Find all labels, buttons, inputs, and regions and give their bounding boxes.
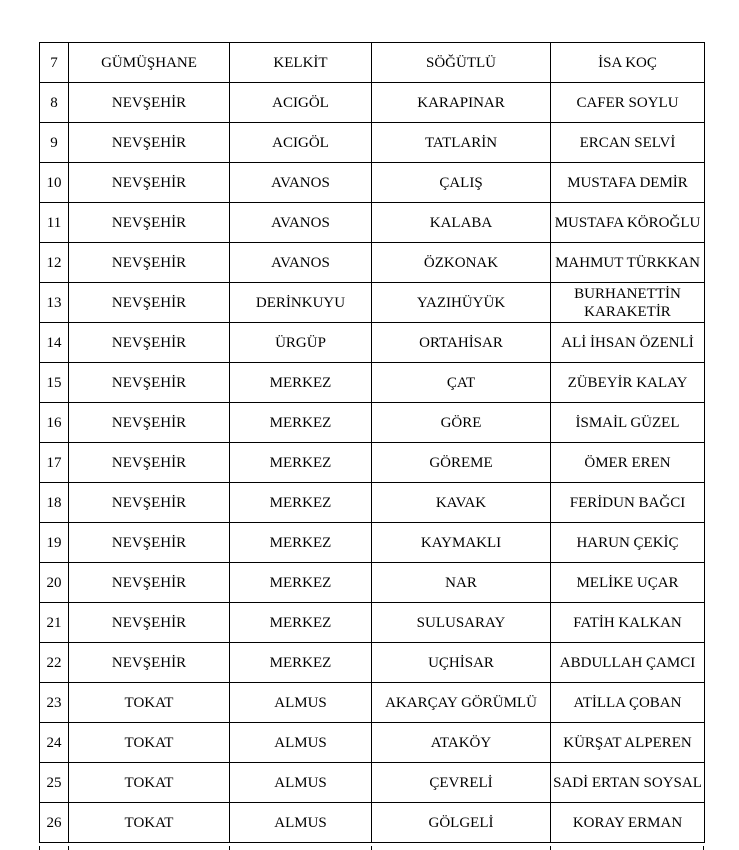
table-row	[40, 83, 705, 123]
row-number: 12	[40, 243, 69, 283]
province-cell: NEVŞEHİR	[69, 283, 230, 323]
name-cell: KÜRŞAT ALPEREN	[551, 723, 705, 763]
row-number: 13	[40, 283, 69, 323]
name-cell: ABDULLAH ÇAMCI	[551, 643, 705, 683]
district-cell: ACIGÖL	[230, 83, 372, 123]
province-cell: NEVŞEHİR	[69, 323, 230, 363]
row-number: 11	[40, 203, 69, 243]
row-number: 9	[40, 123, 69, 163]
province-cell: NEVŞEHİR	[69, 643, 230, 683]
village-cell: ÇALIŞ	[372, 163, 551, 203]
province-cell: NEVŞEHİR	[69, 243, 230, 283]
table-row	[40, 43, 705, 83]
table-row	[40, 723, 705, 763]
table-row	[40, 363, 705, 403]
province-cell: TOKAT	[69, 763, 230, 803]
row-number: 25	[40, 763, 69, 803]
table-row	[40, 243, 705, 283]
table-row	[40, 203, 705, 243]
name-cell: MAHMUT TÜRKKAN	[551, 243, 705, 283]
name-cell: MUSTAFA KÖROĞLU	[551, 203, 705, 243]
name-cell: CAFER SOYLU	[551, 83, 705, 123]
district-cell: AVANOS	[230, 203, 372, 243]
table-row	[40, 163, 705, 203]
row-number: 26	[40, 803, 69, 843]
table-row	[40, 603, 705, 643]
row-number: 10	[40, 163, 69, 203]
district-cell: ALMUS	[230, 723, 372, 763]
district-cell: MERKEZ	[230, 523, 372, 563]
village-cell: KAVAK	[372, 483, 551, 523]
village-cell: TATLARİN	[372, 123, 551, 163]
officials-table	[39, 42, 705, 843]
table-row	[40, 643, 705, 683]
name-cell: SADİ ERTAN SOYSAL	[551, 763, 705, 803]
district-cell: MERKEZ	[230, 443, 372, 483]
district-cell: MERKEZ	[230, 563, 372, 603]
row-number: 24	[40, 723, 69, 763]
name-cell: ERCAN SELVİ	[551, 123, 705, 163]
province-cell: NEVŞEHİR	[69, 163, 230, 203]
province-cell: NEVŞEHİR	[69, 363, 230, 403]
name-cell: İSMAİL GÜZEL	[551, 403, 705, 443]
province-cell: TOKAT	[69, 803, 230, 843]
district-cell: AVANOS	[230, 163, 372, 203]
district-cell: ACIGÖL	[230, 123, 372, 163]
row-number: 16	[40, 403, 69, 443]
name-cell: MELİKE UÇAR	[551, 563, 705, 603]
village-cell: ÇEVRELİ	[372, 763, 551, 803]
row-number: 17	[40, 443, 69, 483]
province-cell: NEVŞEHİR	[69, 603, 230, 643]
district-cell: MERKEZ	[230, 603, 372, 643]
table-row	[40, 563, 705, 603]
province-cell: TOKAT	[69, 683, 230, 723]
row-number: 15	[40, 363, 69, 403]
village-cell: KARAPINAR	[372, 83, 551, 123]
row-number: 19	[40, 523, 69, 563]
name-cell: İSA KOÇ	[551, 43, 705, 83]
province-cell: NEVŞEHİR	[69, 203, 230, 243]
village-cell: SULUSARAY	[372, 603, 551, 643]
village-cell: GÖREME	[372, 443, 551, 483]
district-cell: KELKİT	[230, 43, 372, 83]
province-cell: GÜMÜŞHANE	[69, 43, 230, 83]
table-body	[40, 43, 705, 843]
province-cell: NEVŞEHİR	[69, 563, 230, 603]
village-cell: KAYMAKLI	[372, 523, 551, 563]
name-cell: ZÜBEYİR KALAY	[551, 363, 705, 403]
table-row	[40, 763, 705, 803]
row-number: 14	[40, 323, 69, 363]
district-cell: MERKEZ	[230, 403, 372, 443]
table-row	[40, 123, 705, 163]
province-cell: NEVŞEHİR	[69, 83, 230, 123]
village-cell: GÖLGELİ	[372, 803, 551, 843]
village-cell: SÖĞÜTLÜ	[372, 43, 551, 83]
village-cell: AKARÇAY GÖRÜMLÜ	[372, 683, 551, 723]
table-row	[40, 523, 705, 563]
table-continuation	[39, 846, 704, 850]
row-number: 7	[40, 43, 69, 83]
province-cell: NEVŞEHİR	[69, 403, 230, 443]
table-row	[40, 443, 705, 483]
district-cell: DERİNKUYU	[230, 283, 372, 323]
district-cell: ALMUS	[230, 683, 372, 723]
table-row	[40, 683, 705, 723]
table-row	[40, 403, 705, 443]
name-cell: ALİ İHSAN ÖZENLİ	[551, 323, 705, 363]
village-cell: ÇAT	[372, 363, 551, 403]
name-cell: FATİH KALKAN	[551, 603, 705, 643]
row-number: 22	[40, 643, 69, 683]
province-cell: NEVŞEHİR	[69, 123, 230, 163]
row-number: 8	[40, 83, 69, 123]
name-cell: ÖMER EREN	[551, 443, 705, 483]
village-cell: UÇHİSAR	[372, 643, 551, 683]
province-cell: NEVŞEHİR	[69, 443, 230, 483]
table-row	[40, 803, 705, 843]
village-cell: YAZIHÜYÜK	[372, 283, 551, 323]
province-cell: NEVŞEHİR	[69, 523, 230, 563]
row-number: 21	[40, 603, 69, 643]
name-cell: FERİDUN BAĞCI	[551, 483, 705, 523]
name-cell: BURHANETTİN KARAKETİR	[551, 283, 705, 323]
province-cell: TOKAT	[69, 723, 230, 763]
district-cell: MERKEZ	[230, 483, 372, 523]
row-number: 20	[40, 563, 69, 603]
district-cell: ÜRGÜP	[230, 323, 372, 363]
name-cell: KORAY ERMAN	[551, 803, 705, 843]
name-cell: ATİLLA ÇOBAN	[551, 683, 705, 723]
district-cell: ALMUS	[230, 763, 372, 803]
province-cell: NEVŞEHİR	[69, 483, 230, 523]
village-cell: GÖRE	[372, 403, 551, 443]
district-cell: ALMUS	[230, 803, 372, 843]
village-cell: ÖZKONAK	[372, 243, 551, 283]
village-cell: NAR	[372, 563, 551, 603]
row-number: 18	[40, 483, 69, 523]
district-cell: MERKEZ	[230, 643, 372, 683]
village-cell: KALABA	[372, 203, 551, 243]
table-row	[40, 283, 705, 323]
name-cell: MUSTAFA DEMİR	[551, 163, 705, 203]
name-cell: HARUN ÇEKİÇ	[551, 523, 705, 563]
table-row	[40, 483, 705, 523]
village-cell: ATAKÖY	[372, 723, 551, 763]
district-cell: MERKEZ	[230, 363, 372, 403]
table-row	[40, 323, 705, 363]
village-cell: ORTAHİSAR	[372, 323, 551, 363]
district-cell: AVANOS	[230, 243, 372, 283]
row-number: 23	[40, 683, 69, 723]
